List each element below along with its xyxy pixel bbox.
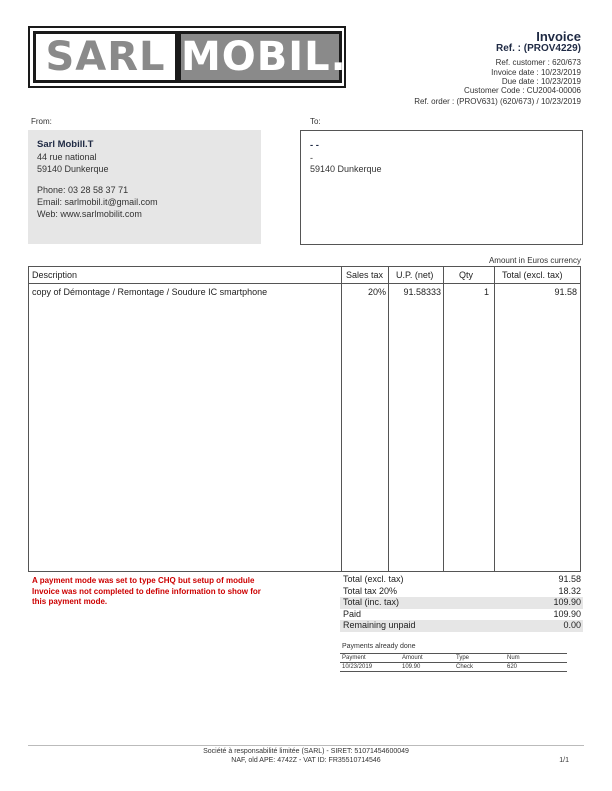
total-inc-tax-row <box>340 597 583 609</box>
total-value: 18.32 <box>558 585 581 596</box>
logo-part-mobil: MOBIL.IT <box>178 31 342 83</box>
total-excl-tax-row <box>340 574 583 586</box>
logo-part-sarl: SARL <box>33 31 178 83</box>
total-value: 109.90 <box>553 597 581 607</box>
totals-block <box>340 574 583 632</box>
ref-order: Ref. order : (PROV631) (620/673) / 10/23/2019 <box>414 97 581 106</box>
remaining-unpaid-row <box>340 620 583 632</box>
row-unit-price: 91.58333 <box>403 287 441 297</box>
sender-name: Sarl MobilI.T <box>37 139 94 150</box>
header-qty: Qty <box>459 270 474 280</box>
row-qty: 1 <box>483 287 489 297</box>
invoice-title: Invoice <box>536 29 581 44</box>
paid-row <box>340 609 583 621</box>
payment-type: Check <box>456 664 474 670</box>
column-divider <box>443 267 444 571</box>
row-sales-tax: 20% <box>367 287 386 297</box>
sender-box <box>28 130 261 244</box>
total-tax-row <box>340 586 583 598</box>
recipient-box <box>300 130 583 245</box>
from-label: From: <box>31 117 52 126</box>
header-sales-tax: Sales tax <box>346 270 384 280</box>
invoice-date: Invoice date : 10/23/2019 <box>491 68 581 77</box>
payment-amount: 109.90 <box>402 664 421 670</box>
sender-web: Web: www.sarlmobilit.com <box>37 209 142 219</box>
column-divider <box>388 267 389 571</box>
currency-note: Amount in Euros currency <box>488 256 581 265</box>
column-divider <box>341 267 342 571</box>
total-label: Paid <box>343 608 362 619</box>
recipient-line2: 59140 Dunkerque <box>310 164 382 174</box>
header-total: Total (excl. tax) <box>502 270 563 280</box>
total-value: 109.90 <box>553 608 581 619</box>
total-label: Total (excl. tax) <box>343 574 404 584</box>
footer-divider <box>28 745 584 746</box>
payments-row <box>340 663 567 672</box>
total-label: Remaining unpaid <box>343 620 416 630</box>
payment-date: 10/23/2019 <box>342 664 373 670</box>
footer-legal-line1: Société à responsabilité limitée (SARL) - SIRET: 51071454600049 <box>203 748 409 755</box>
header-unit-price: U.P. (net) <box>396 270 434 280</box>
payments-header-payment: Payment <box>342 655 366 661</box>
page-number: 1/1 <box>559 757 569 764</box>
customer-code: Customer Code : CU2004-00006 <box>464 86 581 95</box>
to-label: To: <box>310 117 321 126</box>
payments-title: Payments already done <box>342 643 416 650</box>
recipient-line1: - <box>310 153 313 163</box>
company-logo <box>28 26 392 88</box>
payment-warning: A payment mode was set to type CHQ but setup of module Invoice was not completed to define information to show for this payment mode. <box>32 576 261 606</box>
footer-legal-line2: NAF, old APE: 4742Z - VAT ID: FR35510714546 <box>231 757 381 764</box>
total-label: Total (inc. tax) <box>343 597 400 607</box>
ref-customer: Ref. customer : 620/673 <box>495 58 581 67</box>
payments-header-amount: Amount <box>402 655 423 661</box>
recipient-name: - - <box>310 140 319 151</box>
row-description: copy of Démontage / Remontage / Soudure IC smartphone <box>32 287 268 297</box>
payment-num: 620 <box>507 664 518 670</box>
total-value: 91.58 <box>558 574 581 584</box>
sender-phone: Phone: 03 28 58 37 71 <box>37 185 129 195</box>
sender-address2: 59140 Dunkerque <box>37 164 109 174</box>
header-description: Description <box>32 270 78 280</box>
header-divider <box>29 283 580 284</box>
row-total: 91.58 <box>554 287 577 297</box>
total-label: Total tax 20% <box>343 585 398 596</box>
payments-table <box>340 653 567 672</box>
sender-address1: 44 rue national <box>37 152 97 162</box>
total-value: 0.00 <box>563 620 581 630</box>
invoice-ref: Ref. : (PROV4229) <box>495 43 581 54</box>
due-date: Due date : 10/23/2019 <box>501 77 581 86</box>
sender-email: Email: sarlmobil.it@gmail.com <box>37 197 158 207</box>
column-divider <box>494 267 495 571</box>
payments-header-type: Type <box>456 655 470 661</box>
items-table <box>28 266 581 572</box>
payments-header-num: Num <box>507 655 520 661</box>
payments-header-row <box>340 653 567 663</box>
